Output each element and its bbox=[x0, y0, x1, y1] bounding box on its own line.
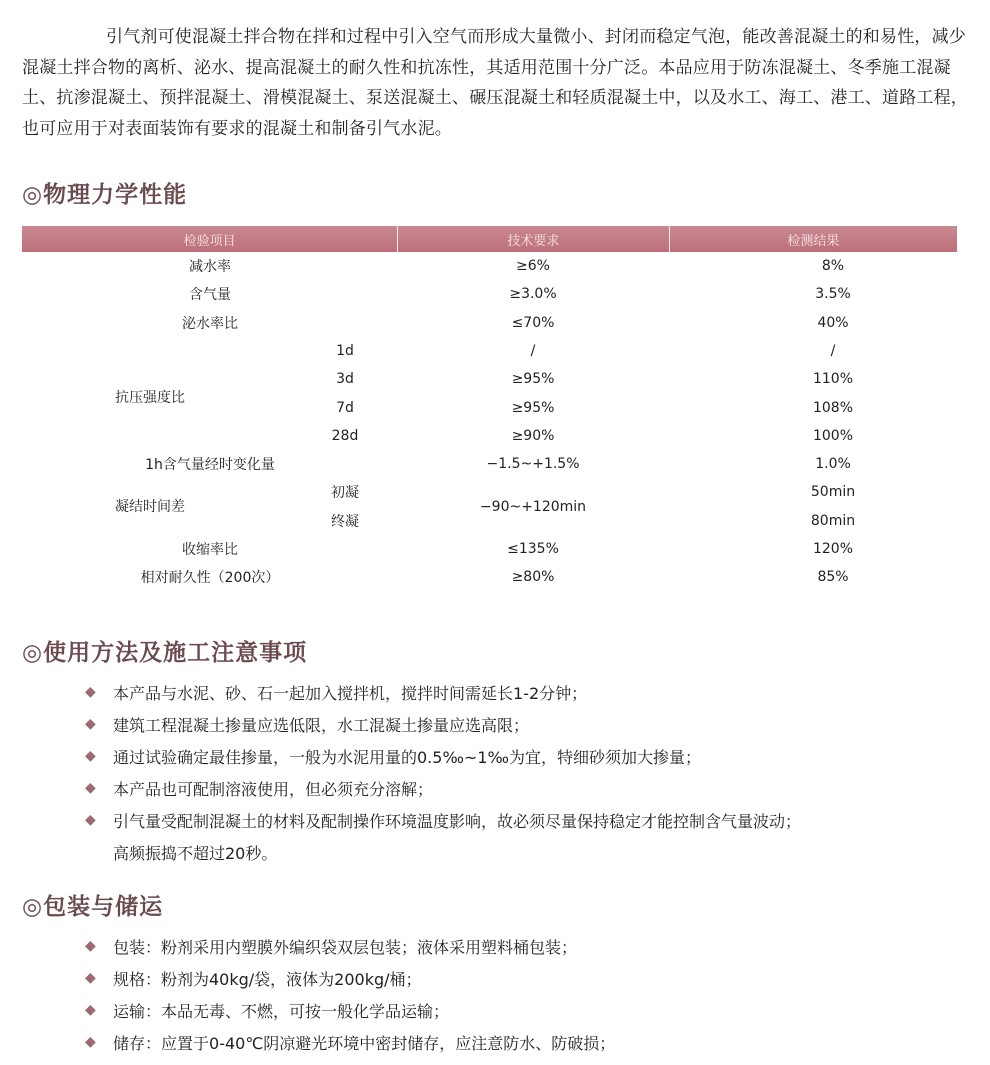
diamond-bullet-icon: ◆ bbox=[85, 970, 96, 986]
list-item-text: 通过试验确定最佳掺量，一般为水泥用量的0.5‰~1‰为宜，特细砂须加大掺量； bbox=[113, 747, 701, 767]
row-requirement: ≥6% bbox=[516, 258, 550, 274]
diamond-bullet-icon: ◆ bbox=[85, 1002, 96, 1018]
header-requirement: 技术要求 bbox=[398, 226, 669, 252]
list-item bbox=[85, 804, 801, 836]
row-result: 85% bbox=[817, 569, 849, 586]
row-sub-item: 28d bbox=[331, 427, 359, 444]
row-item: 1h含气量经时变化量 bbox=[145, 457, 275, 474]
row-result: 108% bbox=[812, 399, 854, 416]
row-requirement: ≥95% bbox=[511, 371, 555, 388]
row-item: 减水率 bbox=[189, 259, 231, 275]
list-item bbox=[85, 740, 801, 772]
row-result: 8% bbox=[821, 258, 845, 274]
row-requirement: ≥80% bbox=[511, 569, 555, 586]
row-result: 3.5% bbox=[815, 286, 851, 303]
packaging-list bbox=[85, 930, 615, 1058]
row-item: 含气量 bbox=[189, 287, 231, 304]
row-result: 110% bbox=[812, 371, 854, 388]
row-result: 1.0% bbox=[815, 456, 851, 473]
diamond-bullet-icon: ◆ bbox=[85, 1034, 96, 1050]
row-sub-item: 7d bbox=[336, 399, 354, 416]
row-item: 相对耐久性（200次） bbox=[140, 570, 280, 587]
diamond-bullet-icon: ◆ bbox=[85, 938, 96, 954]
table-header bbox=[22, 226, 957, 252]
section-title-properties: ◎物理力学性能 bbox=[22, 182, 188, 208]
diamond-bullet-icon: ◆ bbox=[85, 684, 96, 700]
list-item-text: 运输：本品无毒、不燃，可按一般化学品运输； bbox=[113, 1001, 450, 1021]
row-requirement: −1.5~+1.5% bbox=[486, 456, 580, 473]
row-result: 100% bbox=[812, 427, 854, 444]
row-sub-item: 终凝 bbox=[331, 513, 359, 530]
row-sub-item: 初凝 bbox=[331, 485, 359, 502]
diamond-bullet-icon: ◆ bbox=[85, 780, 96, 796]
row-requirement: ≥90% bbox=[511, 427, 555, 444]
row-item: 泌水率比 bbox=[182, 315, 238, 332]
list-item bbox=[85, 676, 801, 708]
usage-list bbox=[85, 676, 801, 868]
list-item-text: 储存：应置于0-40℃阴凉避光环境中密封储存，应注意防水、防破损； bbox=[113, 1033, 616, 1053]
row-result: / bbox=[830, 342, 836, 359]
row-result: 80min bbox=[810, 512, 856, 529]
row-sub-item: 1d bbox=[336, 342, 354, 359]
list-item bbox=[85, 962, 615, 994]
row-requirement: ≥95% bbox=[511, 399, 555, 416]
list-item bbox=[85, 930, 615, 962]
list-item bbox=[85, 994, 615, 1026]
list-item bbox=[85, 708, 801, 740]
group-requirement: −90~+120min bbox=[479, 499, 587, 515]
list-continuation: 高频振捣不超过20秒。 bbox=[113, 843, 278, 863]
header-item: 检验项目 bbox=[22, 226, 398, 252]
list-item-text: 引气量受配制混凝土的材料及配制操作环境温度影响，故必须尽量保持稳定才能控制含气量波动； bbox=[113, 811, 802, 831]
section-title-packaging: ◎包装与储运 bbox=[22, 894, 164, 920]
list-item bbox=[85, 1026, 615, 1058]
diamond-bullet-icon: ◆ bbox=[85, 716, 96, 732]
list-item-text: 规格：粉剂为40kg/袋，液体为200kg/桶； bbox=[113, 969, 422, 989]
diamond-bullet-icon: ◆ bbox=[85, 812, 96, 828]
intro-paragraph: 引气剂可使混凝土拌合物在拌和过程中引入空气而形成大量微小、封闭而稳定气泡，能改善混凝土的和易性，减少混凝土拌合物的离析、泌水、提高混凝土的耐久性和抗冻性，其适用范围十分广泛。本品应用于防冻混凝土、冬季施工混凝土、抗渗混凝土、预拌混凝土、滑模混凝土、泵送混凝土、碾压混凝土和轻质混凝土中，以及水工、海工、港工、道路工程，也可应用于对表面装饰有要求的混凝土和制备引气水泥。 bbox=[22, 27, 968, 139]
list-item-text: 建筑工程混凝土掺量应选低限，水工混凝土掺量应选高限； bbox=[113, 715, 530, 735]
list-item-text: 包装：粉剂采用内塑膜外编织袋双层包装；液体采用塑料桶包装； bbox=[113, 937, 578, 957]
list-item-text: 本产品也可配制溶液使用，但必须充分溶解； bbox=[113, 779, 434, 799]
group-label: 凝结时间差 bbox=[115, 499, 185, 515]
row-requirement: / bbox=[530, 342, 536, 359]
row-result: 50min bbox=[810, 484, 856, 501]
row-item: 收缩率比 bbox=[182, 542, 238, 558]
list-item-text: 本产品与水泥、砂、石一起加入搅拌机，搅拌时间需延长1-2分钟； bbox=[113, 683, 588, 703]
row-requirement: ≤135% bbox=[507, 541, 559, 557]
row-sub-item: 3d bbox=[336, 371, 354, 388]
row-requirement: ≤70% bbox=[511, 314, 555, 331]
group-label: 抗压强度比 bbox=[115, 390, 185, 406]
section-title-usage: ◎使用方法及施工注意事项 bbox=[22, 640, 308, 666]
row-result: 120% bbox=[812, 541, 854, 557]
header-result: 检测结果 bbox=[787, 233, 840, 249]
row-result: 40% bbox=[817, 314, 849, 331]
row-requirement: ≥3.0% bbox=[509, 286, 557, 303]
diamond-bullet-icon: ◆ bbox=[85, 748, 96, 764]
list-item bbox=[85, 772, 801, 804]
